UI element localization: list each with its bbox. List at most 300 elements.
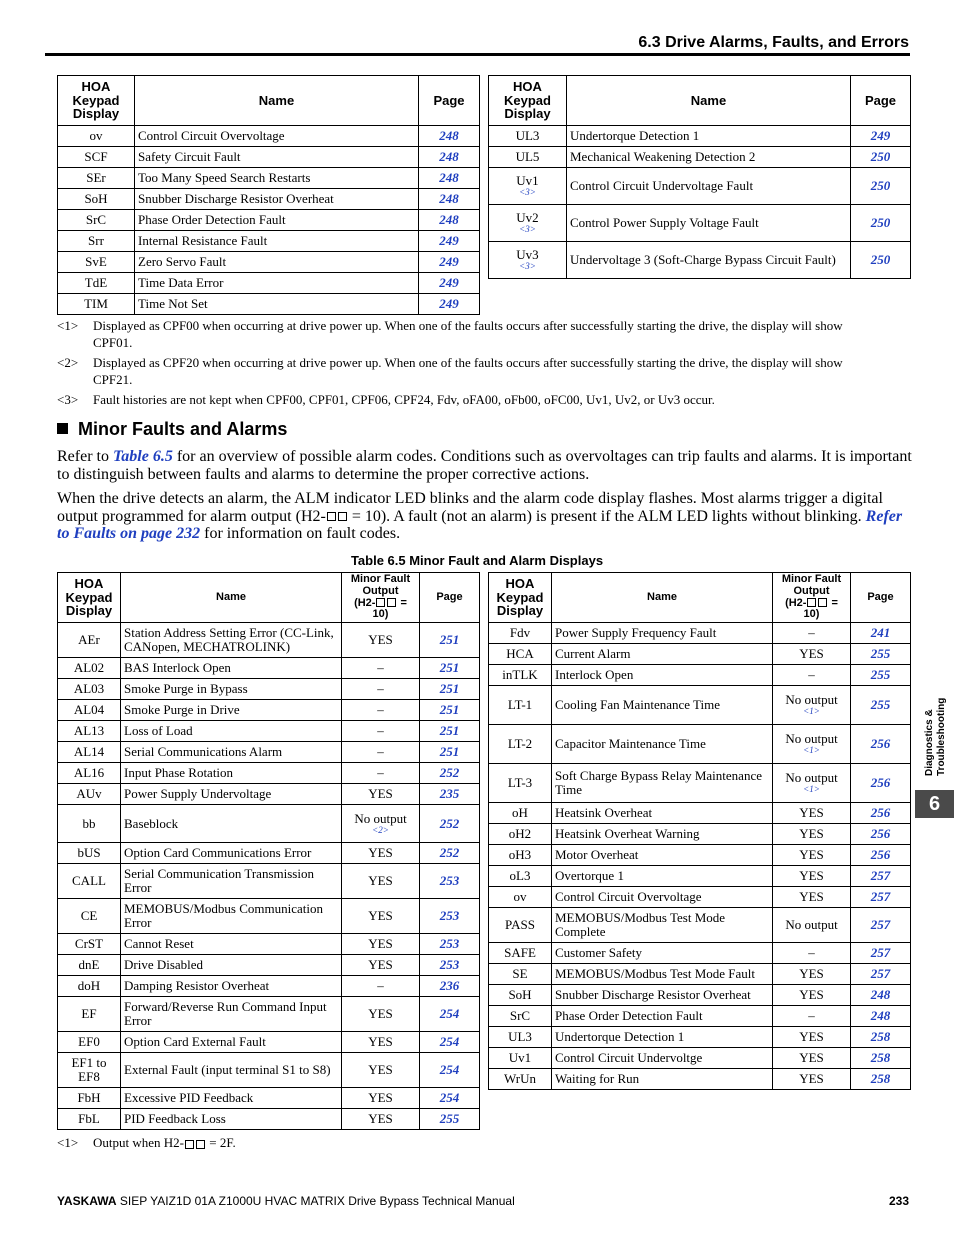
page-link[interactable]: 256 — [851, 803, 911, 824]
page-link[interactable]: 252 — [420, 843, 480, 864]
minor-fault-output — [773, 764, 851, 803]
alarm-name: Damping Resistor Overheat — [121, 976, 342, 997]
table-row — [489, 623, 911, 644]
page-link[interactable]: 249 — [851, 126, 911, 147]
fault-name: Safety Circuit Fault — [135, 147, 419, 168]
table-row — [489, 1069, 911, 1090]
alarm-name: Waiting for Run — [552, 1069, 773, 1090]
alarm-name: Current Alarm — [552, 644, 773, 665]
fault-name: Control Circuit Overvoltage — [135, 126, 419, 147]
keypad-code-text: SEr — [86, 170, 106, 186]
output-text: YES — [799, 847, 824, 863]
output-text: YES — [368, 1006, 393, 1022]
output-text: YES — [368, 1062, 393, 1078]
alarm-name: Motor Overheat — [552, 845, 773, 866]
page-link[interactable]: 254 — [420, 1032, 480, 1053]
page-link[interactable]: 258 — [851, 1048, 911, 1069]
output-text: No output — [785, 731, 838, 747]
keypad-code: Fdv — [489, 623, 552, 644]
col-header-display: HOA Keypad Display — [58, 573, 121, 623]
alarm-name: Serial Communications Alarm — [121, 742, 342, 763]
alarm-name: Snubber Discharge Resistor Overheat — [552, 985, 773, 1006]
output-text: – — [377, 702, 384, 718]
fault-table-top-left — [57, 75, 480, 315]
page-link[interactable]: 255 — [851, 665, 911, 686]
table-row — [489, 824, 911, 845]
page-link[interactable]: 253 — [420, 955, 480, 976]
alarm-name: Power Supply Frequency Fault — [552, 623, 773, 644]
fault-name: Control Power Supply Voltage Fault — [567, 205, 851, 242]
keypad-code-text: Uv2 — [516, 210, 539, 226]
placeholder-box-icon — [196, 1140, 205, 1149]
table-row — [58, 763, 480, 784]
square-bullet-icon — [57, 423, 68, 434]
fault-name: Mechanical Weakening Detection 2 — [567, 147, 851, 168]
footnote-2: <2> Displayed as CPF20 when occurring at drive power up. When one of the faults occurs after successfully starting the drive, the display will show CPF21. — [57, 355, 843, 387]
table-row — [489, 803, 911, 824]
paragraph-2: When the drive detects an alarm, the ALM indicator LED blinks and the alarm code display flashes. Most alarms trigger a digital output programmed for alarm output (H2- = 10). A fault (not an alarm) is present if the ALM LED lights without blinking. Refer to Faults on page 232 for information on fault codes. — [57, 490, 903, 542]
output-text: – — [377, 723, 384, 739]
alarm-name: Heatsink Overheat — [552, 803, 773, 824]
keypad-code-text: Srr — [88, 233, 104, 249]
page-link[interactable]: 257 — [851, 908, 911, 943]
col-header-name: Name — [135, 76, 419, 126]
alarm-name: Undertorque Detection 1 — [552, 1027, 773, 1048]
keypad-code: WrUn — [489, 1069, 552, 1090]
alarm-name: Loss of Load — [121, 721, 342, 742]
keypad-code — [489, 147, 567, 168]
page-link[interactable]: 254 — [420, 1088, 480, 1109]
page-link[interactable]: 248 — [851, 1006, 911, 1027]
minor-fault-output — [342, 934, 420, 955]
minor-fault-output — [773, 803, 851, 824]
col-header-name: Name — [567, 76, 851, 126]
keypad-code: ov — [489, 887, 552, 908]
keypad-code-text: SCF — [84, 149, 108, 165]
page-link[interactable]: 241 — [851, 623, 911, 644]
header-rule — [45, 53, 910, 56]
keypad-code: PASS — [489, 908, 552, 943]
keypad-code: EF1 to EF8 — [58, 1053, 121, 1088]
keypad-code: LT-2 — [489, 725, 552, 764]
minor-fault-output — [773, 845, 851, 866]
keypad-code-text: SoH — [84, 191, 108, 207]
fault-name: Time Not Set — [135, 294, 419, 315]
placeholder-box-icon — [338, 512, 347, 521]
keypad-code: inTLK — [489, 665, 552, 686]
paragraph-1: Refer to Table 6.5 for an overview of possible alarm codes. Conditions such as overvoltages can trip faults and alarms. It is important to distinguish between faults and alarms to determine the proper corrective actions. — [57, 448, 912, 483]
keypad-code: AL02 — [58, 658, 121, 679]
side-tab-label: Diagnostics & Troubleshooting — [924, 697, 947, 776]
page-link[interactable]: 250 — [851, 242, 911, 279]
fault-name: Control Circuit Undervoltage Fault — [567, 168, 851, 205]
alarm-name: MEMOBUS/Modbus Test Mode Fault — [552, 964, 773, 985]
minor-fault-output — [773, 725, 851, 764]
keypad-code: CrST — [58, 934, 121, 955]
minor-fault-output — [773, 1006, 851, 1027]
minor-fault-output — [342, 955, 420, 976]
minor-fault-output — [342, 679, 420, 700]
table-row — [58, 147, 480, 168]
keypad-code — [58, 294, 135, 315]
page-link[interactable]: 256 — [851, 764, 911, 803]
keypad-code: FbH — [58, 1088, 121, 1109]
minor-fault-output — [773, 1048, 851, 1069]
keypad-code-text: SvE — [85, 254, 107, 270]
col-header-display: HOA Keypad Display — [489, 76, 567, 126]
alarm-name: Baseblock — [121, 805, 342, 843]
page-link[interactable]: 253 — [420, 934, 480, 955]
output-text: – — [808, 625, 815, 641]
minor-fault-output — [342, 700, 420, 721]
keypad-code: bUS — [58, 843, 121, 864]
table-row — [58, 1088, 480, 1109]
keypad-code — [58, 147, 135, 168]
table-row — [58, 934, 480, 955]
keypad-code: AL16 — [58, 763, 121, 784]
page-link[interactable]: 254 — [420, 1053, 480, 1088]
output-text: – — [377, 660, 384, 676]
table-row — [489, 686, 911, 725]
table-caption: Table 6.5 Minor Fault and Alarm Displays — [350, 553, 604, 568]
alarm-name: Phase Order Detection Fault — [552, 1006, 773, 1027]
minor-fault-output — [342, 1053, 420, 1088]
keypad-code: bb — [58, 805, 121, 843]
output-text: – — [377, 765, 384, 781]
table-row — [489, 168, 911, 205]
output-text: YES — [368, 957, 393, 973]
keypad-code — [58, 168, 135, 189]
table-row — [489, 985, 911, 1006]
alarm-name: Soft Charge Bypass Relay Maintenance Time — [552, 764, 773, 803]
table-row — [58, 1109, 480, 1130]
keypad-code: UL3 — [489, 1027, 552, 1048]
alarm-name: Power Supply Undervoltage — [121, 784, 342, 805]
col-header-name: Name — [121, 573, 342, 623]
keypad-code-text: UL3 — [515, 128, 540, 144]
page-link[interactable]: 235 — [420, 784, 480, 805]
page-link[interactable]: 251 — [420, 658, 480, 679]
alarm-name: Station Address Setting Error (CC-Link, CANopen, MECHATROLINK) — [121, 623, 342, 658]
minor-fault-output — [342, 784, 420, 805]
page-link[interactable]: 256 — [851, 824, 911, 845]
keypad-code: oL3 — [489, 866, 552, 887]
placeholder-box-icon — [807, 598, 816, 607]
page-link[interactable]: 257 — [851, 887, 911, 908]
col-header-display: HOA Keypad Display — [489, 573, 552, 623]
table-row — [58, 1032, 480, 1053]
output-text: YES — [368, 845, 393, 861]
table-row — [489, 964, 911, 985]
chapter-tab-number[interactable]: 6 — [915, 790, 954, 818]
table-row — [58, 721, 480, 742]
keypad-code: dnE — [58, 955, 121, 976]
keypad-code-text: UL5 — [515, 149, 540, 165]
minor-fault-output — [773, 887, 851, 908]
output-text: YES — [799, 966, 824, 982]
alarm-name: Control Circuit Undervoltge — [552, 1048, 773, 1069]
page-link[interactable]: 236 — [420, 976, 480, 997]
page-link[interactable]: 252 — [420, 805, 480, 843]
output-text: No output — [785, 917, 838, 933]
output-text: YES — [799, 889, 824, 905]
output-text: YES — [368, 1090, 393, 1106]
alarm-name: Drive Disabled — [121, 955, 342, 976]
col-header-name: Name — [552, 573, 773, 623]
output-text: YES — [368, 632, 393, 648]
table-row — [58, 231, 480, 252]
page-link[interactable]: 248 — [419, 210, 480, 231]
output-text: YES — [799, 1029, 824, 1045]
alarm-name: Cooling Fan Maintenance Time — [552, 686, 773, 725]
minor-fault-output — [773, 964, 851, 985]
table-row — [489, 126, 911, 147]
page-link[interactable]: 248 — [419, 168, 480, 189]
fault-name: Zero Servo Fault — [135, 252, 419, 273]
alarm-name: Input Phase Rotation — [121, 763, 342, 784]
output-text: – — [808, 667, 815, 683]
footer-page-number: 233 — [888, 1194, 909, 1208]
output-text: No output — [785, 692, 838, 708]
page-link[interactable]: 249 — [419, 231, 480, 252]
minor-fault-output — [342, 997, 420, 1032]
faults-page-link[interactable]: Refer to Faults on page 232 — [57, 507, 903, 542]
minor-fault-output — [342, 658, 420, 679]
footnote-ref: <1> — [803, 784, 820, 795]
table-row — [58, 843, 480, 864]
table-row — [58, 623, 480, 658]
table-row — [489, 725, 911, 764]
output-text: YES — [799, 805, 824, 821]
keypad-code: SrC — [489, 1006, 552, 1027]
output-text: No output — [785, 770, 838, 786]
footer-manual-title: YASKAWA SIEP YAIZ1D 01A Z1000U HVAC MATRIX Drive Bypass Technical Manual — [57, 1194, 515, 1208]
page-link[interactable]: 253 — [420, 899, 480, 934]
output-text: YES — [368, 786, 393, 802]
keypad-code: HCA — [489, 644, 552, 665]
alarm-name: Heatsink Overheat Warning — [552, 824, 773, 845]
keypad-code: oH2 — [489, 824, 552, 845]
output-text: YES — [799, 1050, 824, 1066]
minor-fault-output — [773, 686, 851, 725]
table-row — [58, 294, 480, 315]
keypad-code: LT-1 — [489, 686, 552, 725]
minor-fault-output — [773, 1027, 851, 1048]
page-link[interactable]: 252 — [420, 763, 480, 784]
placeholder-box-icon — [387, 598, 396, 607]
minor-fault-table-right — [488, 572, 911, 1090]
table-row — [58, 210, 480, 231]
table-row — [489, 764, 911, 803]
alarm-name: MEMOBUS/Modbus Test Mode Complete — [552, 908, 773, 943]
fault-name: Undertorque Detection 1 — [567, 126, 851, 147]
keypad-code: EF — [58, 997, 121, 1032]
minor-fault-output — [773, 623, 851, 644]
keypad-code: AUv — [58, 784, 121, 805]
page-link[interactable]: 256 — [851, 845, 911, 866]
minor-fault-output — [773, 1069, 851, 1090]
minor-fault-table-left — [57, 572, 480, 1130]
footnote-ref: <2> — [372, 824, 389, 835]
alarm-name: Excessive PID Feedback — [121, 1088, 342, 1109]
table-row — [489, 1027, 911, 1048]
keypad-code — [58, 252, 135, 273]
output-text: YES — [368, 908, 393, 924]
keypad-code: SAFE — [489, 943, 552, 964]
keypad-code — [489, 168, 567, 205]
page-link[interactable]: 255 — [851, 686, 911, 725]
page-link[interactable]: 251 — [420, 679, 480, 700]
alarm-name: Option Card External Fault — [121, 1032, 342, 1053]
alarm-name: Option Card Communications Error — [121, 843, 342, 864]
page-link[interactable]: 255 — [420, 1109, 480, 1130]
placeholder-box-icon — [185, 1140, 194, 1149]
table-footnote: <1> Output when H2- = 2F. — [57, 1135, 236, 1150]
page-link[interactable]: 251 — [420, 623, 480, 658]
footnote-ref: <3> — [519, 224, 536, 235]
output-text: – — [377, 978, 384, 994]
output-text: YES — [799, 868, 824, 884]
alarm-name: Serial Communication Transmission Error — [121, 864, 342, 899]
fault-name: Snubber Discharge Resistor Overheat — [135, 189, 419, 210]
table-row — [489, 665, 911, 686]
output-text: – — [808, 945, 815, 961]
page-link[interactable]: 251 — [420, 721, 480, 742]
keypad-code: SoH — [489, 985, 552, 1006]
page-link[interactable]: 251 — [420, 742, 480, 763]
minor-fault-output — [342, 763, 420, 784]
table-row — [489, 887, 911, 908]
alarm-name: Smoke Purge in Bypass — [121, 679, 342, 700]
keypad-code: FbL — [58, 1109, 121, 1130]
keypad-code: EF0 — [58, 1032, 121, 1053]
page-link[interactable]: 248 — [419, 189, 480, 210]
fault-name: Too Many Speed Search Restarts — [135, 168, 419, 189]
page-header-title: 6.3 Drive Alarms, Faults, and Errors — [638, 34, 909, 51]
page-link[interactable]: 254 — [420, 997, 480, 1032]
page-link[interactable]: 256 — [851, 725, 911, 764]
output-text: – — [377, 744, 384, 760]
alarm-name: External Fault (input terminal S1 to S8) — [121, 1053, 342, 1088]
table-row — [489, 1006, 911, 1027]
keypad-code-text: ov — [89, 128, 103, 144]
page-link[interactable]: 248 — [419, 147, 480, 168]
output-text: YES — [368, 873, 393, 889]
page-link[interactable]: 257 — [851, 964, 911, 985]
placeholder-box-icon — [818, 598, 827, 607]
table-row — [58, 658, 480, 679]
keypad-code-text: Uv1 — [516, 173, 539, 189]
footnote-ref: <3> — [519, 261, 536, 272]
keypad-code: AL13 — [58, 721, 121, 742]
table-row — [58, 273, 480, 294]
col-header-output: Minor Fault Output (H2- = 10) — [342, 573, 420, 623]
page-link[interactable]: 253 — [420, 864, 480, 899]
page-link[interactable]: 258 — [851, 1069, 911, 1090]
col-header-page: Page — [420, 573, 480, 623]
alarm-name: Smoke Purge in Drive — [121, 700, 342, 721]
page-link[interactable]: 249 — [419, 252, 480, 273]
keypad-code — [489, 126, 567, 147]
minor-fault-output — [773, 985, 851, 1006]
page-link[interactable]: 248 — [419, 126, 480, 147]
keypad-code-text: Uv3 — [516, 247, 539, 263]
section-heading: Minor Faults and Alarms — [57, 419, 287, 440]
table-row — [58, 955, 480, 976]
table-row — [58, 997, 480, 1032]
page-link[interactable]: 255 — [851, 644, 911, 665]
keypad-code-text: TdE — [84, 275, 108, 291]
page-link[interactable]: 257 — [851, 866, 911, 887]
minor-fault-output — [773, 824, 851, 845]
fault-name: Phase Order Detection Fault — [135, 210, 419, 231]
keypad-code: SE — [489, 964, 552, 985]
fault-table-top-right — [488, 75, 911, 279]
minor-fault-output — [773, 866, 851, 887]
table-row — [58, 679, 480, 700]
footnote-ref: <3> — [519, 187, 536, 198]
alarm-name: BAS Interlock Open — [121, 658, 342, 679]
page-link[interactable]: 248 — [851, 985, 911, 1006]
minor-fault-output — [773, 943, 851, 964]
keypad-code — [58, 210, 135, 231]
page-link[interactable]: 250 — [851, 205, 911, 242]
minor-fault-output — [342, 864, 420, 899]
keypad-code: CE — [58, 899, 121, 934]
table-row — [489, 1048, 911, 1069]
alarm-name: MEMOBUS/Modbus Communication Error — [121, 899, 342, 934]
keypad-code: AEr — [58, 623, 121, 658]
table-row — [58, 742, 480, 763]
table-row — [58, 168, 480, 189]
table-6-5-link[interactable]: Table 6.5 — [112, 448, 173, 465]
table-row — [489, 644, 911, 665]
page-link[interactable]: 250 — [851, 168, 911, 205]
keypad-code — [58, 126, 135, 147]
footnote-1: <1> Displayed as CPF00 when occurring at drive power up. When one of the faults occurs after successfully starting the drive, the display will show CPF01. — [57, 318, 843, 350]
keypad-code — [489, 205, 567, 242]
alarm-name: Forward/Reverse Run Command Input Error — [121, 997, 342, 1032]
page-link[interactable]: 251 — [420, 700, 480, 721]
keypad-code — [58, 231, 135, 252]
keypad-code: oH3 — [489, 845, 552, 866]
keypad-code — [58, 189, 135, 210]
minor-fault-output — [342, 843, 420, 864]
page-link[interactable]: 250 — [851, 147, 911, 168]
footnote-3: <3> Fault histories are not kept when CPF00, CPF01, CPF06, CPF24, Fdv, oFA00, oFb00, oFC00, Uv1, Uv2, or Uv3 occur. — [57, 392, 715, 407]
minor-fault-output — [342, 805, 420, 843]
col-header-page: Page — [419, 76, 480, 126]
keypad-code: CALL — [58, 864, 121, 899]
page-link[interactable]: 257 — [851, 943, 911, 964]
table-row — [58, 864, 480, 899]
fault-name: Time Data Error — [135, 273, 419, 294]
keypad-code: LT-3 — [489, 764, 552, 803]
alarm-name: Capacitor Maintenance Time — [552, 725, 773, 764]
output-text: – — [377, 681, 384, 697]
table-row — [58, 126, 480, 147]
page-link[interactable]: 249 — [419, 294, 480, 315]
placeholder-box-icon — [376, 598, 385, 607]
keypad-code: AL14 — [58, 742, 121, 763]
output-text: YES — [799, 826, 824, 842]
page-link[interactable]: 258 — [851, 1027, 911, 1048]
output-text: No output — [354, 810, 407, 826]
table-row — [489, 908, 911, 943]
page-link[interactable]: 249 — [419, 273, 480, 294]
fault-name: Internal Resistance Fault — [135, 231, 419, 252]
table-row — [58, 899, 480, 934]
